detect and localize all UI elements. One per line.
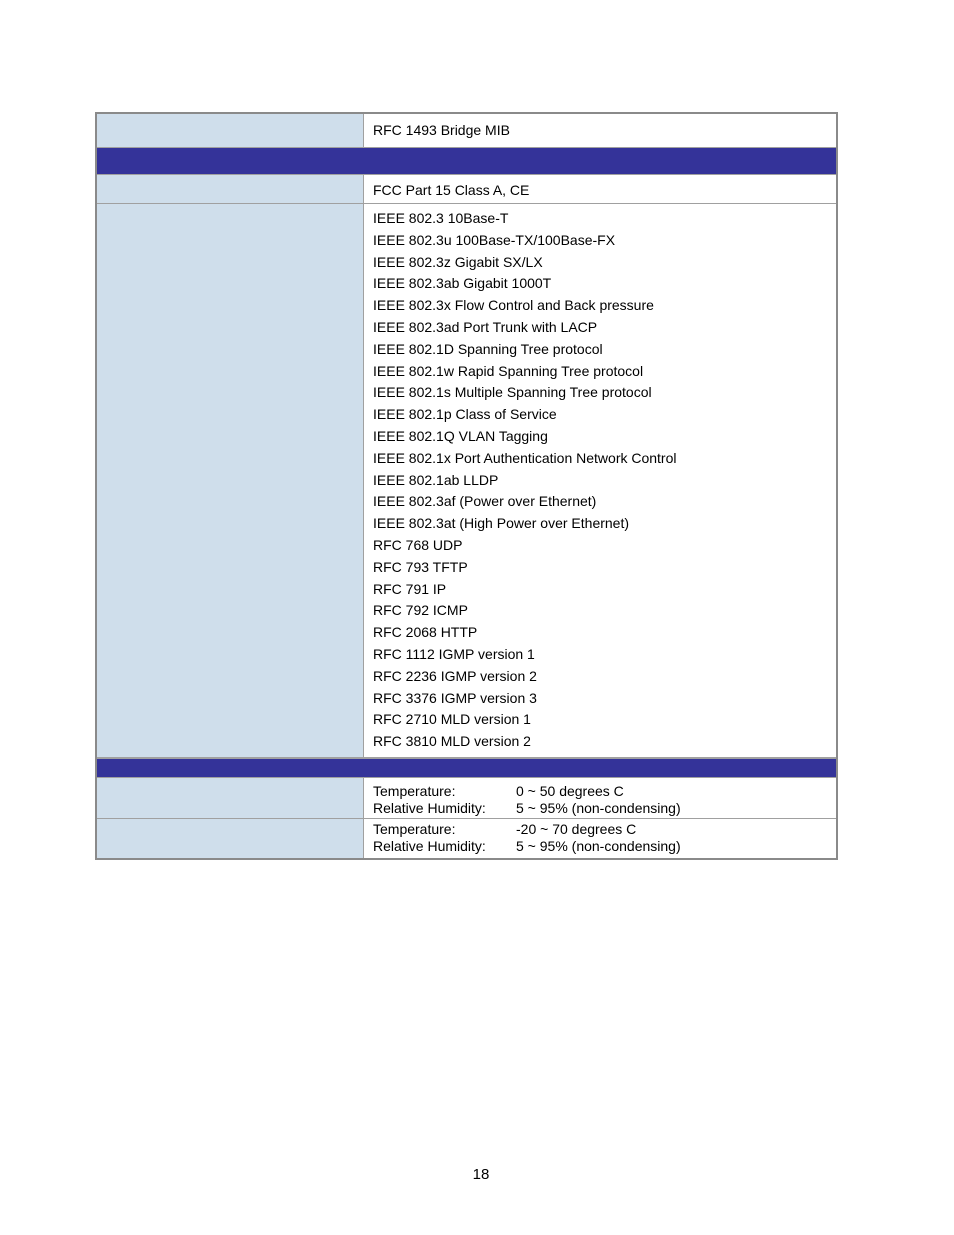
standard-item: RFC 2068 HTTP xyxy=(373,624,478,641)
standard-item: IEEE 802.1Q VLAN Tagging xyxy=(373,427,548,444)
row-label-cell xyxy=(97,819,364,858)
standard-item: RFC 2236 IGMP version 2 xyxy=(373,667,537,684)
standard-item: IEEE 802.1x Port Authentication Network Control xyxy=(373,449,677,466)
humidity-label: Relative Humidity: xyxy=(373,799,486,816)
humidity-line xyxy=(373,800,836,817)
table-row-storage-environment xyxy=(97,819,836,858)
temperature-value: 0 ~ 50 degrees C xyxy=(516,782,624,799)
temperature-label: Temperature: xyxy=(373,782,456,799)
standard-item: IEEE 802.3u 100Base-TX/100Base-FX xyxy=(373,231,616,248)
section-header-bar xyxy=(97,148,836,175)
standard-item: RFC 1112 IGMP version 1 xyxy=(373,645,535,662)
standard-item: RFC 793 TFTP xyxy=(373,558,468,575)
operating-environment-value xyxy=(364,778,836,818)
table-row-regulatory xyxy=(97,175,836,204)
temperature-line xyxy=(373,783,836,800)
row-label-cell xyxy=(97,778,364,818)
standard-item: IEEE 802.1p Class of Service xyxy=(373,406,557,423)
standard-item: RFC 2710 MLD version 1 xyxy=(373,711,531,728)
storage-environment-value xyxy=(364,819,836,858)
temperature-value: -20 ~ 70 degrees C xyxy=(516,820,637,837)
standard-item: RFC 792 ICMP xyxy=(373,602,468,619)
standard-item: IEEE 802.3 10Base-T xyxy=(373,210,509,226)
standard-item: RFC 791 IP xyxy=(373,580,447,597)
standard-item: IEEE 802.1w Rapid Spanning Tree protocol xyxy=(373,362,644,379)
mib-value: RFC 1493 Bridge MIB xyxy=(373,122,510,138)
standard-item: IEEE 802.3ab Gigabit 1000T xyxy=(373,275,552,292)
row-label-cell xyxy=(97,204,364,757)
standard-item: RFC 3376 IGMP version 3 xyxy=(373,689,537,706)
table-row-operating-environment xyxy=(97,778,836,819)
temperature-line xyxy=(373,821,836,838)
table-row-standards xyxy=(97,204,836,758)
standard-item: RFC 3810 MLD version 2 xyxy=(373,733,531,750)
humidity-label: Relative Humidity: xyxy=(373,837,486,854)
standard-item: IEEE 802.1s Multiple Spanning Tree protocol xyxy=(373,384,652,401)
standard-item: IEEE 802.3at (High Power over Ethernet) xyxy=(373,515,630,532)
row-label-cell xyxy=(97,114,364,147)
standard-item: IEEE 802.3ad Port Trunk with LACP xyxy=(373,318,598,335)
row-label-cell xyxy=(97,175,364,203)
page-number: 18 xyxy=(472,1166,490,1183)
standard-item: IEEE 802.3z Gigabit SX/LX xyxy=(373,253,543,270)
table-row-mib xyxy=(97,114,836,148)
section-header-bar xyxy=(97,758,836,778)
standard-item: IEEE 802.1ab LLDP xyxy=(373,471,499,488)
humidity-line xyxy=(373,838,836,855)
humidity-value: 5 ~ 95% (non-condensing) xyxy=(516,837,681,854)
regulatory-value: FCC Part 15 Class A, CE xyxy=(373,182,530,198)
temperature-label: Temperature: xyxy=(373,820,456,837)
standard-item: IEEE 802.3af (Power over Ethernet) xyxy=(373,493,597,510)
standards-list xyxy=(364,204,836,757)
standard-item: IEEE 802.1D Spanning Tree protocol xyxy=(373,340,603,357)
humidity-value: 5 ~ 95% (non-condensing) xyxy=(516,799,681,816)
spec-table xyxy=(95,112,838,860)
standard-item: RFC 768 UDP xyxy=(373,536,463,553)
standard-item: IEEE 802.3x Flow Control and Back pressure xyxy=(373,297,654,314)
